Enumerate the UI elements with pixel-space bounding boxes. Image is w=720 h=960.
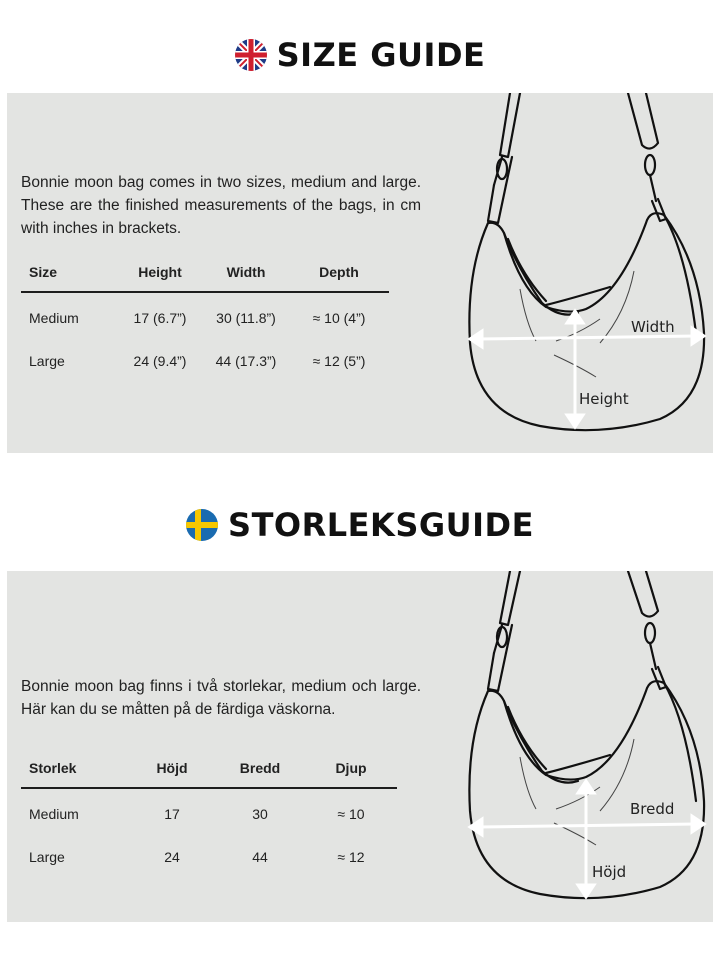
cell-height: 17 (6.7”) <box>133 309 187 326</box>
cell-height: 24 (9.4”) <box>133 352 187 369</box>
uk-flag-icon <box>235 39 267 71</box>
table-row <box>21 339 389 382</box>
cell-width: 30 (11.8”) <box>216 309 276 326</box>
col-header-djup: Djup <box>335 760 367 776</box>
height-label: Height <box>579 390 629 408</box>
cell-size: Medium <box>29 805 79 822</box>
height-label: Höjd <box>592 863 627 881</box>
sweden-flag-icon <box>186 509 218 541</box>
col-header-depth: Depth <box>319 264 359 280</box>
cell-depth: ≈ 12 (5”) <box>312 352 366 369</box>
cell-height: 17 <box>164 805 180 822</box>
table-header-row <box>21 261 389 292</box>
table-row <box>21 835 397 878</box>
storleksguide-heading <box>0 506 720 544</box>
cell-depth: ≈ 10 (4”) <box>312 309 366 326</box>
bag-diagram <box>450 571 713 922</box>
size-table <box>21 261 389 382</box>
intro-text: Bonnie moon bag finns i två storlekar, medium och large. Här kan du se måtten på de färdiga väskorna. <box>21 678 421 718</box>
col-header-storlek: Storlek <box>29 760 77 776</box>
size-guide-panel <box>7 93 713 453</box>
table-row <box>21 788 397 835</box>
storleksguide-panel <box>7 571 713 922</box>
cell-size: Medium <box>29 309 79 326</box>
cell-size: Large <box>29 848 65 865</box>
table-header-row <box>21 757 397 788</box>
col-header-width: Width <box>226 264 266 280</box>
cell-width: 44 <box>252 848 268 865</box>
col-header-size: Size <box>29 264 58 280</box>
cell-size: Large <box>29 352 65 369</box>
col-header-height: Height <box>138 264 182 280</box>
size-table <box>21 757 397 878</box>
col-header-bredd: Bredd <box>239 760 281 776</box>
page-title: STORLEKSGUIDE <box>228 506 534 544</box>
width-label: Width <box>631 318 675 336</box>
col-header-hojd: Höjd <box>156 760 188 776</box>
table-row <box>21 292 389 339</box>
bag-diagram <box>450 93 713 453</box>
cell-width: 30 <box>252 805 268 822</box>
cell-depth: ≈ 12 <box>337 848 365 865</box>
page-title: SIZE GUIDE <box>276 36 486 74</box>
cell-width: 44 (17.3”) <box>215 352 277 369</box>
intro-text: Bonnie moon bag comes in two sizes, medium and large. These are the finished measurements of the bags, in cm with inches in brackets. <box>21 174 421 237</box>
size-guide-heading <box>0 36 720 74</box>
cell-depth: ≈ 10 <box>337 805 365 822</box>
cell-height: 24 <box>164 848 180 865</box>
width-label: Bredd <box>630 800 675 818</box>
